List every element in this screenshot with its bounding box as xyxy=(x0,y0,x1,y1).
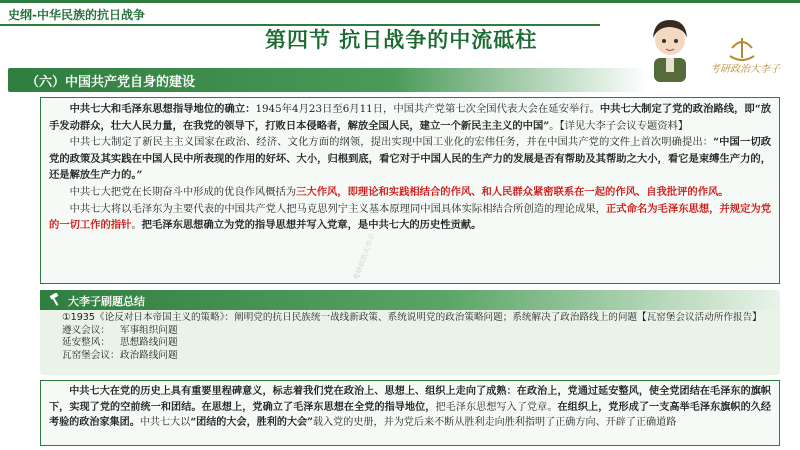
summary-row-value: 军事组织问题 xyxy=(120,324,178,336)
sig-t3: 在组织上，党形成了一支高举毛泽东旗帜的久经考验的政治家集团。 xyxy=(49,401,772,429)
paragraph-significance xyxy=(49,384,771,431)
summary-title: 大李子刷题总结 xyxy=(68,295,145,308)
p1-lead: 中共七大和毛泽东思想指导地位的确立： xyxy=(69,103,256,115)
hammer-icon xyxy=(48,293,62,307)
p2-text: 中共七大制定了新民主主义国家在政治、经济、文化方面的纲领，提出实现中国工业化的宏伟任务，并在中国共产党的文件上首次明确提出： xyxy=(69,136,714,149)
summary-row xyxy=(62,350,772,363)
summary-row-key: 遵义会议： xyxy=(62,324,110,336)
sig-t5: “团结的大会，胜利的大会” xyxy=(190,417,313,429)
summary-row-key: 瓦窑堡会议： xyxy=(62,349,120,361)
summary-header xyxy=(40,290,780,310)
paragraph-4 xyxy=(49,201,771,234)
content-box-seventh-congress xyxy=(40,97,780,284)
p3-red: 三大作风，即理论和实践相结合的作风、和人民群众紧密联系在一起的作风、自我批评的作风。 xyxy=(296,185,729,198)
paragraph-1 xyxy=(49,101,771,134)
sig-t4: 中共七大以 xyxy=(139,417,191,429)
paragraph-3 xyxy=(49,184,771,201)
p2-bold: “中国一切政党的政策及其实践在中国人民中所表现的作用的好坏、大小，归根到底，看它对于中国人民的生产力的发展是否有帮助及其帮助之大小，看它是束缚生产力的，还是解放生产力的。” xyxy=(49,136,771,182)
p4-text: 中共七大将以毛泽东为主要代表的中国共产党人把马克思列宁主义基本原理同中国具体实际相结合所创造的理论成果， xyxy=(69,202,606,215)
summary-row-value: 思想路线问题 xyxy=(120,337,178,349)
p1-tail: 。【详见大李子会议专题资料】 xyxy=(549,119,689,132)
sig-t1: 在政治上，党通过延安整风，使全党团结在毛泽东的旗帜下，实现了党的空前统一和团结。在思想上，党确立了毛泽东思想在全党的指导地位， xyxy=(49,386,772,413)
section-header xyxy=(8,68,648,92)
top-accent-line xyxy=(0,0,800,3)
p1-bold: 中共七大制定了党的政治路线，即“放手发动群众，壮大人民力量，在我党的领导下，打败日本侵略者，解放全国人民，建立一个新民主主义的中国” xyxy=(49,103,771,132)
section-title: （六）中国共产党自身的建设 xyxy=(26,75,196,90)
summary-body xyxy=(62,312,772,362)
p4-bold: 把毛泽东思想确立为党的指导思想并写入党章，是中共七大的历史性贡献。 xyxy=(141,219,482,232)
summary-row xyxy=(62,337,772,350)
p4-mid: 。 xyxy=(131,219,142,232)
teacher-avatar-icon xyxy=(640,14,700,82)
sig-t2: 把毛泽东思想写入了党章。 xyxy=(435,401,558,413)
summary-panel xyxy=(40,290,780,375)
sig-t6: 载入党的史册，并为党后来不断从胜利走向胜利指明了正确方向、开辟了正确道路 xyxy=(312,417,677,429)
p4-red: 正式命名为毛泽东思想，并规定为党的一切工作的指针 xyxy=(49,202,772,232)
watermark: 考研政治大李子 xyxy=(352,232,377,282)
summary-row-value: 政治路线问题 xyxy=(120,349,178,361)
paragraph-2 xyxy=(49,134,771,184)
p1-text: 1945年4月23日至6月11日，中国共产党第七次全国代表大会在延安举行。 xyxy=(255,103,600,115)
content-box-significance xyxy=(40,380,780,446)
page-title: 第四节 抗日战争的中流砥柱 xyxy=(265,28,538,52)
summary-line-1: ①1935《论反对日本帝国主义的策略》：阐明党的抗日民族统一战线新政策、系统说明党的政治策略问题；系统解决了政治路线上的问题【瓦窑堡会议活动所作报告】 xyxy=(62,312,762,323)
sig-lead: 中共七大在党的历史上具有重要里程碑意义，标志着我们党在政治上、思想上、组织上走向了成熟： xyxy=(69,386,517,397)
course-breadcrumb: 史纲-中华民族的抗日战争 xyxy=(8,8,145,22)
p3-text: 中共七大把党在长期奋斗中形成的优良作风概括为 xyxy=(69,185,297,198)
brand-logo-text: 考研政治大李子 xyxy=(710,64,780,75)
summary-row xyxy=(62,325,772,338)
summary-row-key: 延安整风： xyxy=(62,337,110,349)
